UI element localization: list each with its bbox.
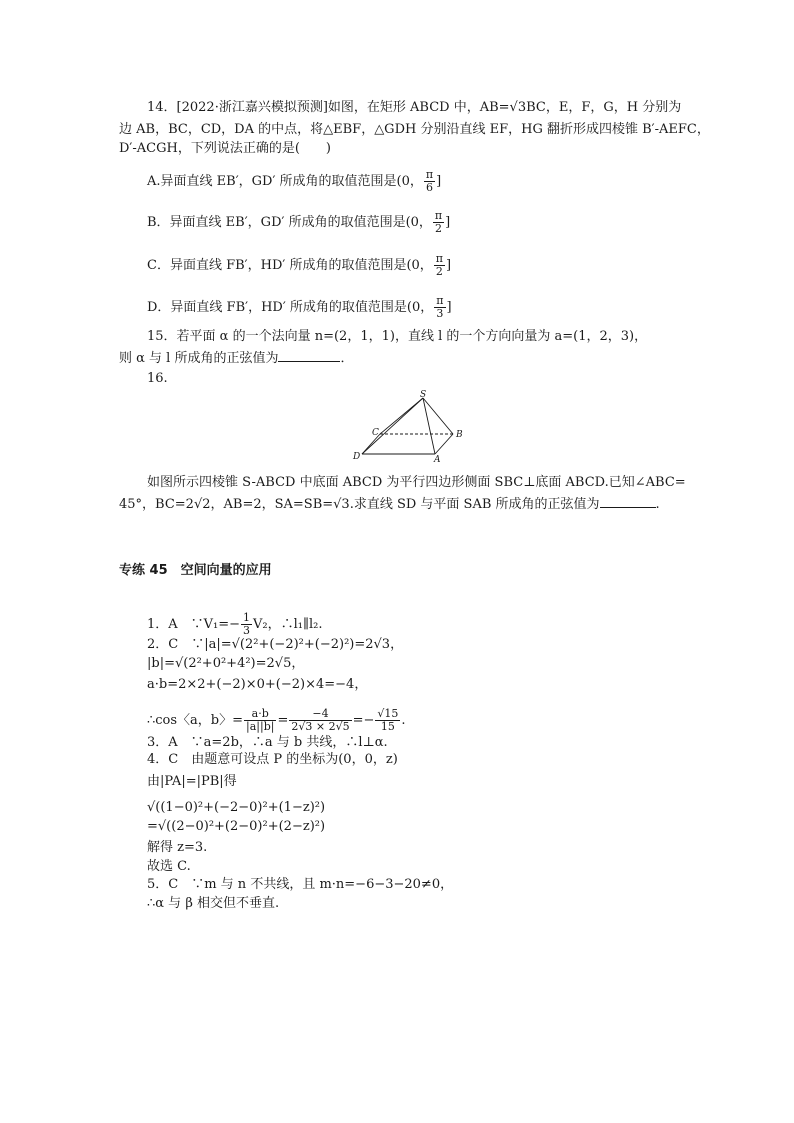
answer-4-line6: 故选 C. (147, 859, 191, 874)
answer-3: 3．A ∵a=2b，∴a 与 b 共线，∴l⊥α. (147, 735, 388, 750)
answer-2-line3: a·b=2×2+(−2)×0+(−2)×4=−4， (147, 677, 368, 692)
label-a: A (434, 455, 441, 463)
option-d-text: D．异面直线 FB′，HD′ 所成角的取值范围是(0， (147, 300, 434, 315)
q14-option-a: A.异面直线 EB′，GD′ 所成角的取值范围是(0， $\frac{\pi}{6}$ ] (147, 168, 442, 194)
answer-2-line4: ∴cos〈a，b〉= $\frac{a\cdot b}{|a||b|}$ = $\frac{-4}{2√3 \times 2√5}$ =− $\frac{√15}{15}$ . (147, 707, 406, 733)
section-title: 专练 45 空间向量的应用 (119, 563, 272, 578)
q14-line1: 14．[2022·浙江嘉兴模拟预测]如图，在矩形 ABCD 中，AB=√3BC，E，F，G，H 分别为 (147, 100, 682, 115)
q15-line1: 15．若平面 α 的一个法向量 n=(2，1，1)，直线 l 的一个方向向量为 a=(1，2，3)， (147, 329, 648, 344)
q16-number: 16. (147, 371, 168, 386)
q14-line2: 边 AB，BC，CD，DA 的中点，将△EBF，△GDH 分别沿直线 EF，HG 翻折形成四棱锥 B′-AEFC， (119, 122, 710, 137)
answer-2-line1: 2．C ∵|a|=√(2²+(−2)²+(−2)²)=2√3， (147, 637, 404, 652)
answer-blank (600, 495, 656, 508)
pyramid-figure (350, 388, 480, 463)
option-d-fraction: $\frac{\pi}{3}$ (436, 294, 444, 320)
answer-2-line2: |b|=√(2²+0²+4²)=2√5， (147, 656, 305, 671)
answer-4-line4: =√((2−0)²+(2−0)²+(2−z)²) (147, 819, 326, 834)
option-b-fraction: $\frac{\pi}{2}$ (434, 209, 443, 235)
answer-blank (278, 349, 340, 362)
answer-5-line1: 5．C ∵m 与 n 不共线，且 m·n=−6−3−20≠0， (147, 877, 454, 892)
answer-4-line5: 解得 z=3. (147, 840, 208, 855)
option-a-text: A.异面直线 EB′，GD′ 所成角的取值范围是(0， (147, 174, 423, 189)
q14-line3: D′-ACGH，下列说法正确的是( ) (119, 141, 331, 156)
q15-line2: 则 α 与 l 所成角的正弦值为 ． (119, 351, 354, 366)
q14-option-b: B．异面直线 EB′，GD′ 所成角的取值范围是(0， $\frac{\pi}{2}$ ] (147, 209, 451, 235)
label-s: S (420, 390, 427, 400)
answer-5-line2: ∴α 与 β 相交但不垂直. (147, 896, 280, 911)
answer-4-line1: 4．C 由题意可设点 P 的坐标为(0，0，z) (147, 752, 398, 767)
option-c-text: C．异面直线 FB′，HD′ 所成角的取值范围是(0， (147, 258, 433, 273)
q14-option-d: D．异面直线 FB′，HD′ 所成角的取值范围是(0， $\frac{\pi}{3}$ ] (147, 294, 452, 320)
q16-line1: 如图所示四棱锥 S-ABCD 中底面 ABCD 为平行四边形侧面 SBC⊥底面 ABCD.已知∠ABC= (147, 475, 686, 490)
q16-line2: 45°，BC=2√2，AB=2，SA=SB=√3.求直线 SD 与平面 SAB 所成角的正弦值为 . (119, 497, 660, 512)
answer-4-line2: 由|PA|=|PB|得 (147, 774, 237, 789)
q14-option-c: C．异面直线 FB′，HD′ 所成角的取值范围是(0， $\frac{\pi}{2}$ ] (147, 252, 452, 278)
answer-1: 1．A ∵V₁=− $\frac{1}{3}$ V₂，∴l₁∥l₂. (147, 611, 323, 637)
answer-4-line3: √((1−0)²+(−2−0)²+(1−z)²) (147, 800, 326, 815)
label-b: B (456, 430, 463, 440)
option-b-text: B．异面直线 EB′，GD′ 所成角的取值范围是(0， (147, 215, 432, 230)
label-d: D (353, 452, 361, 462)
option-c-fraction: $\frac{\pi}{2}$ (435, 252, 444, 278)
label-c: C (372, 428, 379, 438)
option-a-fraction: $\frac{\pi}{6}$ (425, 168, 434, 194)
